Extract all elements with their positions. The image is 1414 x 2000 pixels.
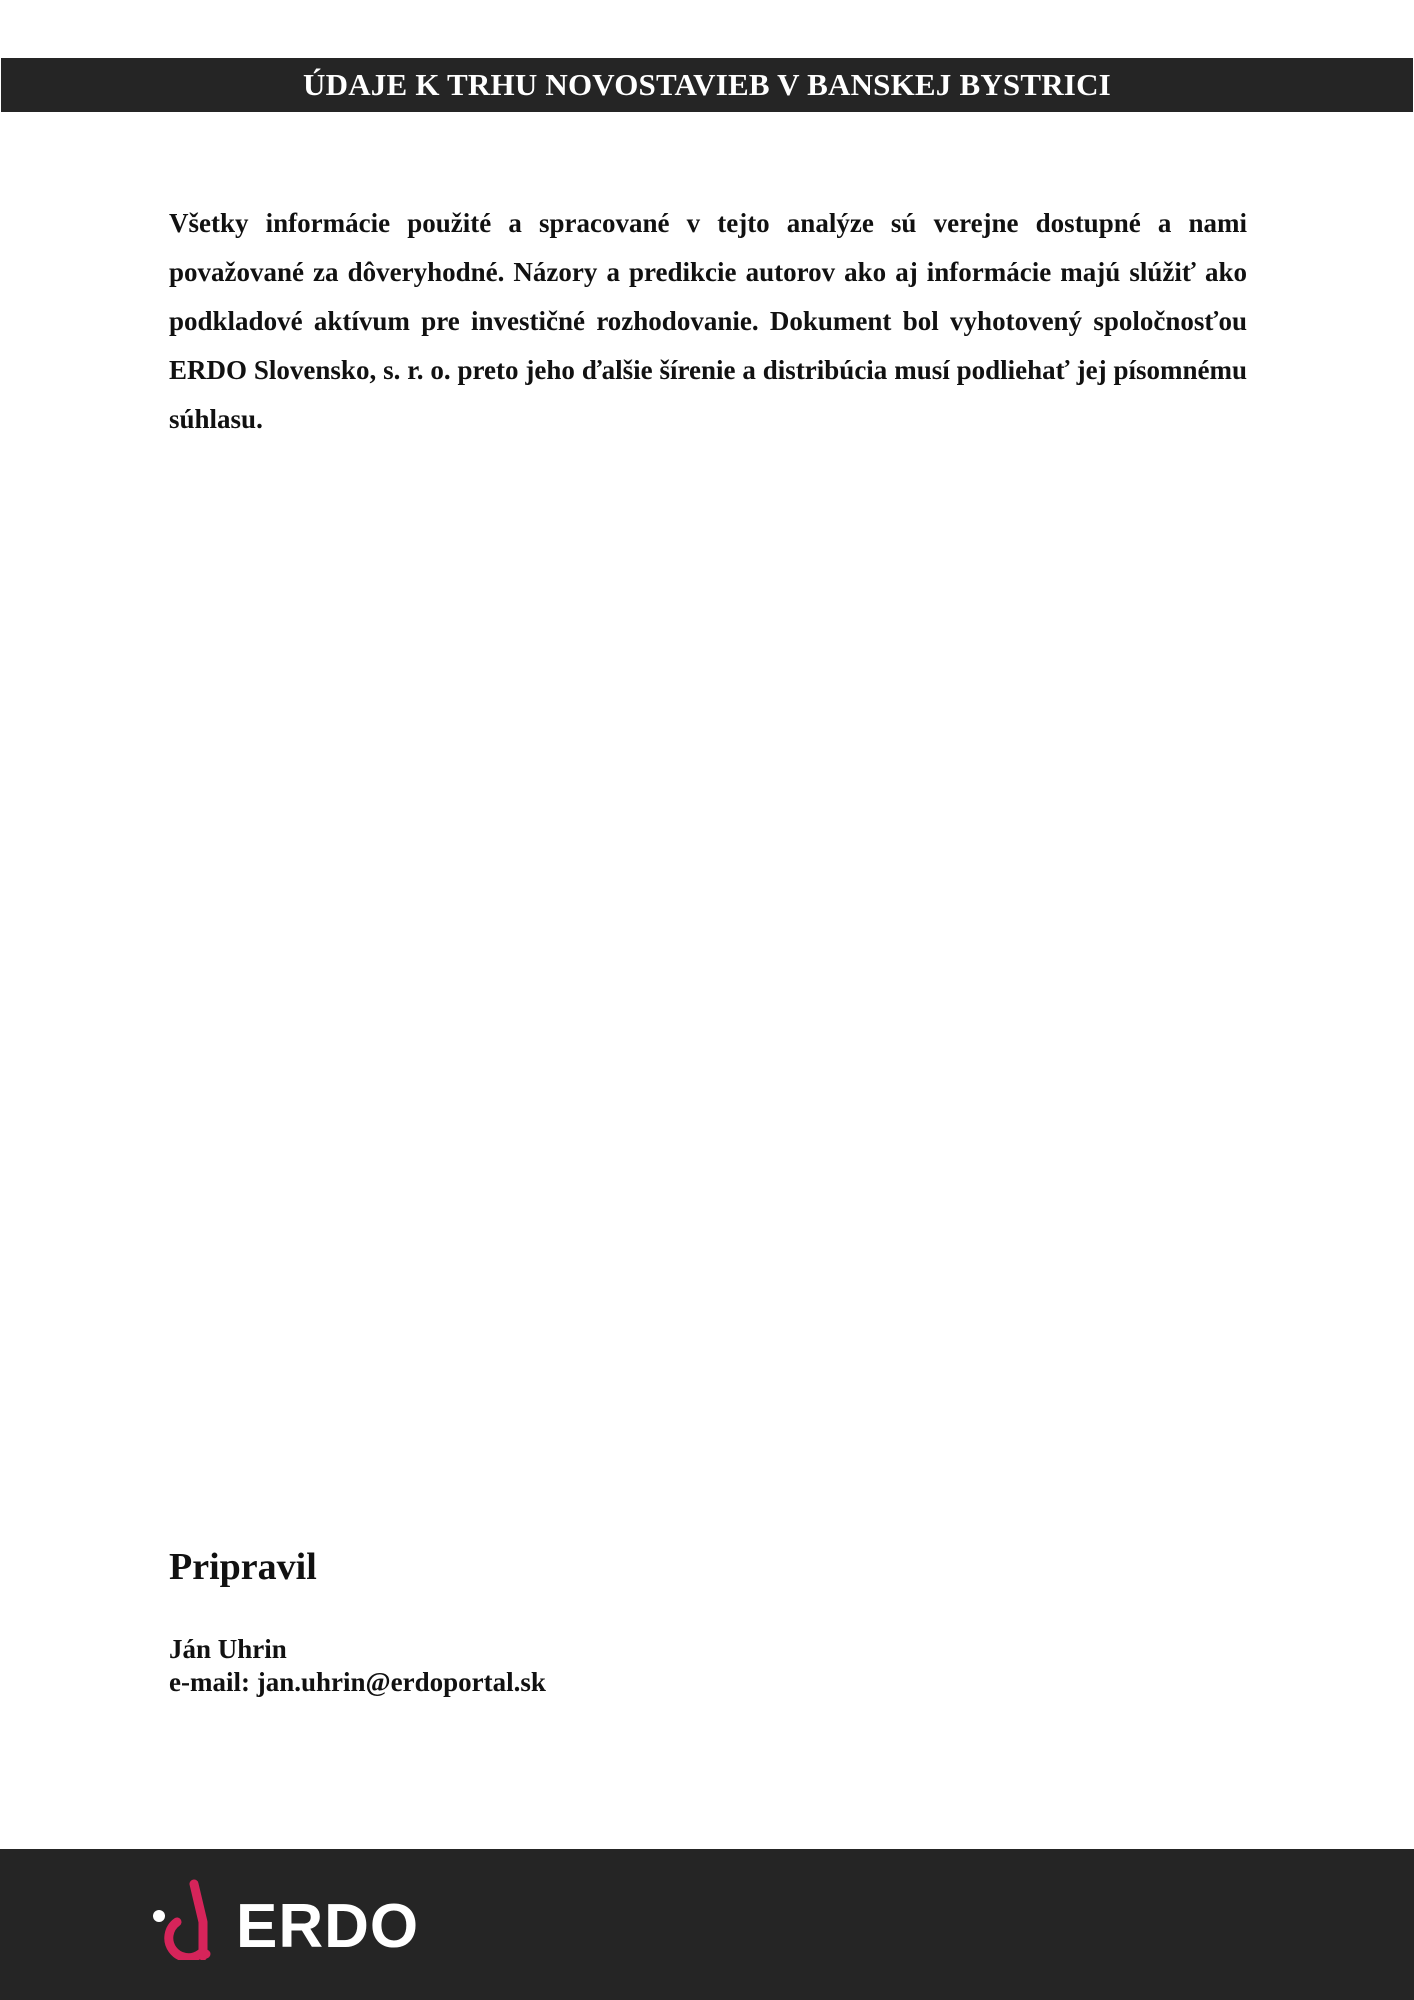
author-block xyxy=(169,1633,546,1699)
disclaimer-paragraph: Všetky informácie použité a spracované v tejto analýze sú verejne dostupné a nami považované za dôveryhodné. Názory a predikcie autorov ako aj informácie majú slúžiť ako podkladové aktívum pre investičné rozhodovanie. Dokument bol vyhotovený spoločnosťou ERDO Slovensko, s. r. o. preto jeho ďalšie šírenie a distribúcia musí podliehať jej písomnému súhlasu. xyxy=(169,208,1247,434)
erdo-logo-mark-icon xyxy=(150,1876,228,1960)
page-title: ÚDAJE K TRHU NOVOSTAVIEB V BANSKEJ BYSTRICI xyxy=(303,67,1111,102)
prepared-by-heading: Pripravil xyxy=(169,1546,317,1588)
author-email: e-mail: jan.uhrin@erdoportal.sk xyxy=(169,1667,546,1697)
erdo-logo xyxy=(150,1876,419,1960)
author-name: Ján Uhrin xyxy=(169,1634,287,1664)
erdo-logo-wordmark: ERDO xyxy=(236,1892,420,1961)
header-bar xyxy=(1,58,1413,112)
